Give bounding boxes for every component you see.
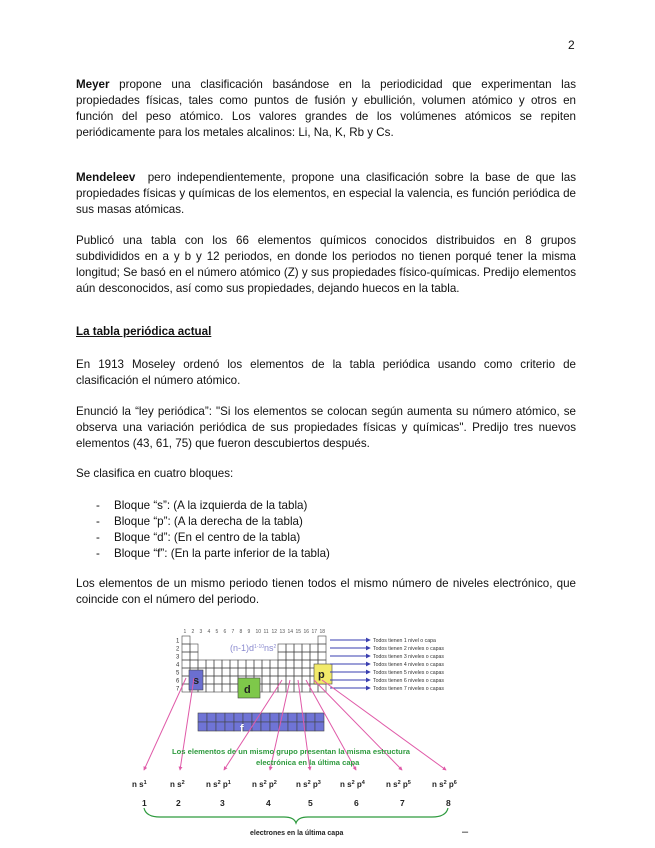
table-cell: [214, 684, 222, 692]
bottom-caption: electrones en la última capa: [250, 830, 344, 837]
moseley-paragraph: En 1913 Moseley ordenó los elementos de la tabla periódica usando como criterio de clasificación el número atómico.: [76, 358, 576, 387]
group-number: 10: [255, 629, 262, 635]
f-block-cell: [198, 722, 207, 731]
table-cell: [190, 644, 198, 652]
table-cell: [262, 684, 270, 692]
table-cell: [238, 668, 246, 676]
table-cell: [206, 660, 214, 668]
f-block-cell: [279, 713, 288, 722]
group-leader-line: [322, 680, 446, 770]
group-number: 2: [191, 629, 195, 635]
table-cell: [302, 668, 310, 676]
list-item: - Bloque “p”: (A la derecha de la tabla): [96, 514, 330, 530]
table-cell: [286, 668, 294, 676]
table-cell: [230, 660, 238, 668]
block-p-label: p: [318, 669, 325, 681]
table-cell: [302, 660, 310, 668]
meyer-text: propone una clasificación basándose en la periodicidad que experimentan las propiedades físicas, tales como puntos de fusión y ebullición, volumen atómico y otros en función del peso atómico. Los valores grandes de los volúmenes atómicos se repiten periódicamente para los metales alcalinos: Li, Na, K, Rb y Cs.: [76, 78, 576, 139]
table-cell: [270, 676, 278, 684]
mendeleev-paragraph: [76, 170, 580, 218]
table-cell: [230, 684, 238, 692]
group-number: 18: [319, 629, 326, 635]
level-label: Todos tienen 4 niveles o capas: [373, 662, 444, 668]
table-cell: [206, 684, 214, 692]
block-s-label: s: [193, 675, 200, 687]
table-cell: [294, 644, 302, 652]
period-number: 5: [176, 670, 180, 677]
table-cell: [182, 644, 190, 652]
list-item: - Bloque “s”: (A la izquierda de la tabla): [96, 498, 330, 514]
f-block-cell: [270, 722, 279, 731]
f-block-cell: [315, 722, 324, 731]
green-caption-2: electrónica en la última capa: [256, 758, 360, 767]
table-cell: [214, 660, 222, 668]
electron-config: n $s^2$ $p^6$: [432, 780, 457, 789]
electron-count: 6: [354, 798, 359, 808]
table-cell: [294, 652, 302, 660]
period-number: 2: [176, 646, 180, 653]
mendeleev-name: Mendeleev: [76, 171, 136, 184]
electron-count: 4: [266, 798, 271, 808]
table-cell: [182, 660, 190, 668]
table-cell: [254, 660, 262, 668]
electron-count: 7: [400, 798, 405, 808]
clasifica-paragraph: Se clasifica en cuatro bloques:: [76, 467, 234, 480]
electron-count: 8: [446, 798, 451, 808]
group-number: 9: [247, 629, 251, 635]
table-cell: [270, 668, 278, 676]
table-cell: [318, 636, 326, 644]
level-label: Todos tienen 3 niveles o capas: [373, 654, 444, 660]
f-block-cell: [297, 713, 306, 722]
f-block-cell: [216, 713, 225, 722]
electron-config: n $s^2$ $p^5$: [386, 780, 411, 789]
table-cell: [278, 644, 286, 652]
blocks-list: [96, 498, 330, 562]
table-cell: [190, 652, 198, 660]
f-block-cell: [315, 713, 324, 722]
block-f-label: f: [240, 723, 244, 735]
table-cell: [182, 652, 190, 660]
table-cell: [206, 668, 214, 676]
green-caption-1: Los elementos de un mismo grupo presentan la misma estructura: [172, 747, 410, 756]
group-leader-line: [144, 678, 186, 770]
table-cell: [222, 660, 230, 668]
table-cell: [270, 660, 278, 668]
group-number: 7: [231, 629, 235, 635]
table-cell: [222, 668, 230, 676]
table-cell: [206, 676, 214, 684]
list-item: - Bloque “f”: (En la parte inferior de la tabla): [96, 546, 330, 562]
group-number: 6: [223, 629, 227, 635]
level-label: Todos tienen 1 nivel o capa: [373, 638, 436, 644]
group-leader-line: [314, 680, 402, 770]
level-label: Todos tienen 5 niveles o capas: [373, 670, 444, 676]
table-cell: [262, 660, 270, 668]
table-cell: [190, 660, 198, 668]
f-block-cell: [216, 722, 225, 731]
group-number: 14: [287, 629, 294, 635]
table-cell: [278, 660, 286, 668]
f-block-cell: [261, 722, 270, 731]
electron-count: 1: [142, 798, 147, 808]
table-cell: [246, 668, 254, 676]
level-label: Todos tienen 7 niveles o capas: [373, 686, 444, 692]
f-block-cell: [225, 713, 234, 722]
table-cell: [230, 668, 238, 676]
table-cell: [294, 684, 302, 692]
table-cell: [286, 652, 294, 660]
group-number: 3: [199, 629, 203, 635]
table-cell: [310, 652, 318, 660]
table-cell: [318, 652, 326, 660]
f-block-cell: [225, 722, 234, 731]
table-cell: [278, 668, 286, 676]
table-cell: [246, 660, 254, 668]
electron-config: n $s^2$ $p^3$: [296, 780, 321, 789]
f-block-cell: [288, 722, 297, 731]
f-block-cell: [207, 713, 216, 722]
table-cell: [182, 636, 190, 644]
table-cell: [262, 668, 270, 676]
group-number: 11: [263, 629, 269, 635]
list-item: - Bloque “d”: (En el centro de la tabla): [96, 530, 330, 546]
table-cell: [286, 660, 294, 668]
f-block-cell: [306, 713, 315, 722]
table-cell: [222, 684, 230, 692]
group-number: 13: [279, 629, 286, 635]
page-number: 2: [568, 38, 575, 52]
publico-paragraph: Publicó una tabla con los 66 elementos químicos conocidos distribuidos en 8 grupos subdivididos en a y b y 12 periodos, en donde los periodos no tienen porqué tener la misma longitud; Se basó en el número atómico (Z) y sus propiedades físico-químicas. Predijo elementos aún desconocidos, así como sus propiedades, dejando huecos en la tabla.: [76, 234, 576, 295]
f-block-cell: [252, 722, 261, 731]
period-number: 6: [176, 678, 180, 685]
table-cell: [294, 660, 302, 668]
table-cell: [310, 684, 318, 692]
table-cell: [214, 676, 222, 684]
period-number: 7: [176, 686, 180, 693]
electron-config: n $s^2$ $p^1$: [206, 780, 231, 789]
table-cell: [310, 644, 318, 652]
table-cell: [254, 668, 262, 676]
table-cell: [318, 644, 326, 652]
block-d-label: d: [244, 684, 251, 696]
f-block-cell: [243, 722, 252, 731]
table-cell: [302, 652, 310, 660]
table-cell: [278, 652, 286, 660]
f-block-cell: [261, 713, 270, 722]
period-number: 4: [176, 662, 180, 669]
electron-count: 2: [176, 798, 181, 808]
period-number: 3: [176, 654, 180, 661]
table-cell: [294, 668, 302, 676]
group-number: 16: [303, 629, 310, 635]
group-number: 1: [183, 629, 187, 635]
meyer-name: Meyer: [76, 78, 110, 91]
f-block-cell: [243, 713, 252, 722]
group-number: 8: [239, 629, 243, 635]
f-block-cell: [198, 713, 207, 722]
group-number: 15: [295, 629, 302, 635]
electron-count: 5: [308, 798, 313, 808]
period-number: 1: [176, 638, 180, 645]
group-number: 17: [311, 629, 318, 635]
group-number: 4: [207, 629, 211, 635]
f-block-cell: [288, 713, 297, 722]
table-cell: [262, 676, 270, 684]
table-cell: [214, 668, 222, 676]
f-block-cell: [234, 713, 243, 722]
electron-count: 3: [220, 798, 225, 808]
ley-paragraph: Enunció la “ley periódica”: "Si los elementos se colocan según aumenta su número atómico, se observa una variación periódica de sus propiedades físicas y químicas". Predijo tres nuevos elementos (43, 61, 75) que fueron descubiertos después.: [76, 405, 576, 450]
electron-config: n $s^1$: [132, 780, 147, 789]
mendeleev-text: pero independientemente, propone una clasificación sobre la base de que las propiedades físicas y químicas de los elementos, en especial la valencia, es función periódica de sus masas atómicas.: [76, 171, 580, 216]
table-cell: [222, 676, 230, 684]
electron-config: n $s^2$ $p^2$: [252, 780, 277, 789]
f-block-cell: [306, 722, 315, 731]
electron-config: n $s^2$: [170, 780, 185, 789]
periodic-table-figure: [120, 620, 500, 842]
group-number: 12: [271, 629, 278, 635]
footer-dash: –: [462, 826, 469, 838]
f-block-cell: [207, 722, 216, 731]
periodo-paragraph: Los elementos de un mismo periodo tienen todos el mismo número de niveles electrónico, que coincide con el número del periodo.: [76, 577, 576, 606]
table-cell: [302, 644, 310, 652]
table-cell: [198, 660, 206, 668]
f-block-cell: [270, 713, 279, 722]
meyer-paragraph: [76, 77, 576, 141]
table-cell: [238, 660, 246, 668]
table-cell: [286, 644, 294, 652]
level-label: Todos tienen 2 niveles o capas: [373, 646, 444, 652]
electron-config: n $s^2$ $p^4$: [340, 780, 365, 789]
bottom-bracket: [144, 808, 448, 823]
level-label: Todos tienen 6 niveles o capas: [373, 678, 444, 684]
section-heading: La tabla periódica actual: [76, 325, 212, 338]
group-number: 5: [215, 629, 219, 635]
table-cell: [230, 676, 238, 684]
formula-label: $(n-1)d^{1-10}ns^2$: [230, 643, 277, 653]
